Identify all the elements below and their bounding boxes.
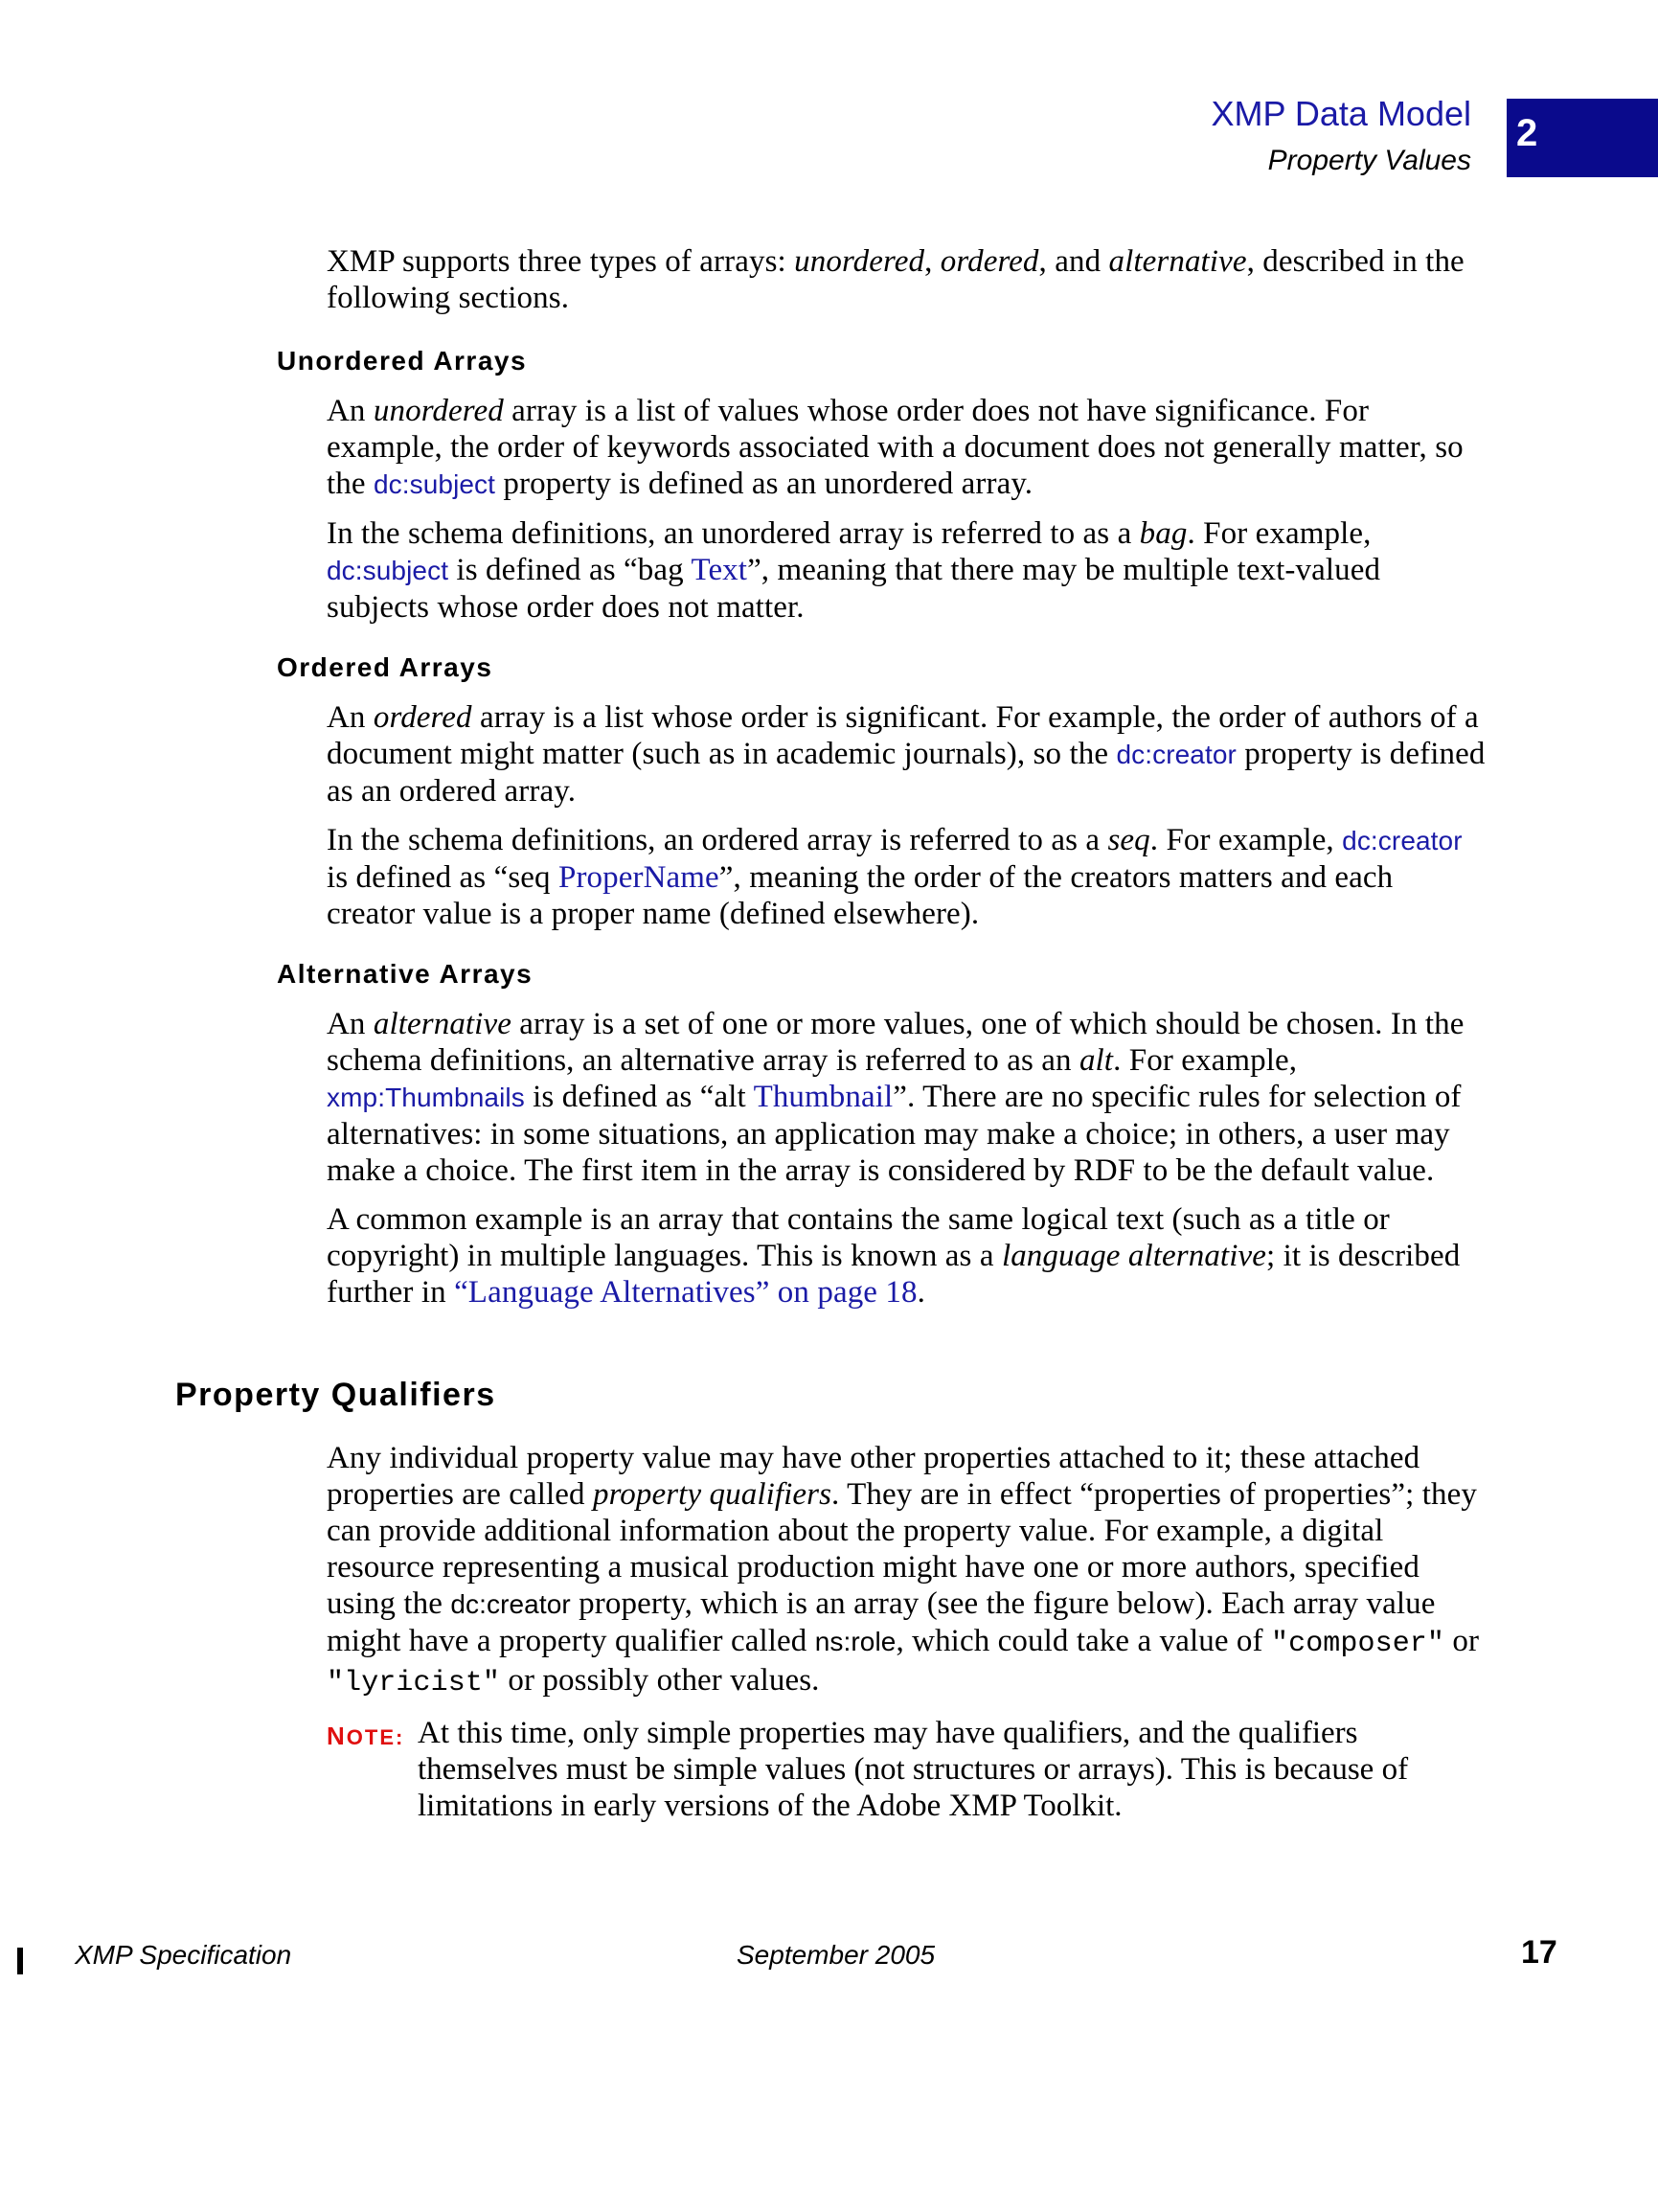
chapter-title: XMP Data Model: [1211, 94, 1471, 133]
note-text: At this time, only simple properties may have qualifiers, and the qualifiers themselves must be simple values (not structures or arrays). This is because of limitations in early versions of the Adobe XMP Toolkit.: [418, 1716, 1409, 1823]
ordered-paragraph-2: In the schema definitions, an ordered array is referred to as a seq. For example, dc:creator is defined as “seq ProperName”, meaning the order of the creators matters and each creator value is a proper name (defined elsewhere).: [327, 823, 1463, 931]
code-dc-subject[interactable]: dc:subject: [327, 556, 449, 585]
chapter-tab: [1507, 99, 1658, 177]
link-propername-type[interactable]: ProperName: [558, 860, 719, 895]
alternative-paragraph-1: An alternative array is a set of one or more values, one of which should be chosen. In the schema definitions, an alternative array is referred to as an alt. For example, xmp:Thumbnails is defined as “alt Thumbnail”. There are no specific rules for selection of alternatives: in some situations, an application may make a choice; in others, a user may make a choice. The first item in the array is considered by RDF to be the default value.: [327, 1007, 1465, 1188]
link-thumbnail-type[interactable]: Thumbnail: [753, 1080, 894, 1114]
page-number: 17: [1521, 1934, 1557, 1971]
code-dc-creator-plain: dc:creator: [450, 1589, 571, 1619]
qualifiers-paragraph: Any individual property value may have other properties attached to it; these attached properties are called property qualifiers. They are in effect “properties of properties”; they can provide additional information about the property value. For example, a digital resource representing a musical production might have one or more authors, specified using the dc:creator property, which is an array (see the figure below). Each array value might have a property qualifier called ns:role, which could take a value of "composer" or "lyricist" or possibly other values.: [327, 1441, 1480, 1699]
value-lyricist: "lyricist": [327, 1667, 501, 1699]
code-dc-creator[interactable]: dc:creator: [1116, 740, 1237, 769]
unordered-paragraph-1: An unordered array is a list of values whose order does not have significance. For example, the order of keywords associated with a document does not generally matter, so the dc:subject property is defined as an unordered array.: [327, 394, 1464, 501]
alternative-paragraph-2: A common example is an array that contains the same logical text (such as a title or copyright) in multiple languages. This is known as a language alternative; it is described further in “Language Alternatives” on page 18.: [327, 1202, 1461, 1310]
heading-property-qualifiers: Property Qualifiers: [175, 1377, 496, 1413]
code-ns-role: ns:role: [814, 1627, 897, 1656]
intro-paragraph: XMP supports three types of arrays: unordered, ordered, and alternative, described in the following sections.: [327, 244, 1465, 315]
code-dc-creator[interactable]: dc:creator: [1342, 826, 1463, 855]
heading-unordered-arrays: Unordered Arrays: [277, 346, 528, 376]
change-bar: [17, 1948, 23, 1974]
link-text-type[interactable]: Text: [691, 553, 748, 587]
chapter-number: 2: [1516, 112, 1538, 154]
footer-doc-title: XMP Specification: [75, 1940, 292, 1970]
ordered-paragraph-1: An ordered array is a list whose order is significant. For example, the order of authors of a document might matter (such as in academic journals), so the dc:creator property is defined as an ordered array.: [327, 700, 1486, 809]
heading-ordered-arrays: Ordered Arrays: [277, 652, 493, 682]
code-dc-subject[interactable]: dc:subject: [373, 469, 496, 499]
note-label: NOTE:: [327, 1722, 405, 1750]
section-title: Property Values: [1267, 145, 1471, 176]
value-composer: "composer": [1270, 1628, 1445, 1660]
unordered-paragraph-2: In the schema definitions, an unordered array is referred to as a bag. For example, dc:subject is defined as “bag Text”, meaning that there may be multiple text-valued subjects whose order does not matter.: [327, 516, 1381, 625]
code-xmp-thumbnails[interactable]: xmp:Thumbnails: [327, 1083, 525, 1112]
link-language-alternatives[interactable]: “Language Alternatives” on page 18: [454, 1275, 918, 1310]
footer-date: September 2005: [737, 1940, 936, 1970]
heading-alternative-arrays: Alternative Arrays: [277, 959, 534, 989]
